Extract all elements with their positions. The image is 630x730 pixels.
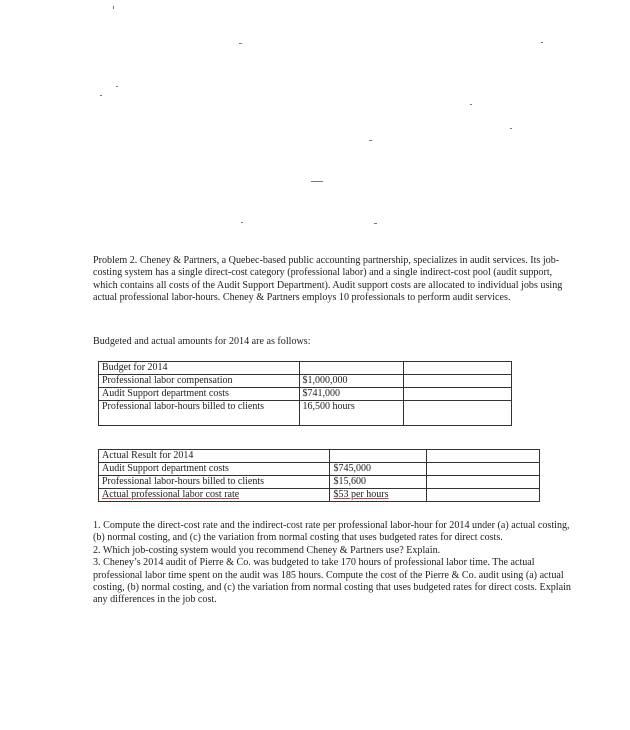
scan-speck xyxy=(113,6,114,9)
scan-speck xyxy=(241,222,243,223)
question-1: 1. Compute the direct-cost rate and the indirect-cost rate per professional labor-hour for 2014 under (a) actual costing, (b) normal costing, and (c) the variation from normal costing that uses budgeted rates for direct costs. xyxy=(93,520,570,544)
table-cell xyxy=(330,450,427,463)
table-cell xyxy=(404,401,512,426)
row-label: Professional labor-hours billed to clients xyxy=(99,476,330,489)
budget-table xyxy=(98,361,512,426)
table-row xyxy=(99,375,512,388)
row-value: $53 per hours xyxy=(330,489,427,502)
scan-speck xyxy=(100,95,102,96)
row-value: $745,000 xyxy=(330,463,427,476)
table-cell xyxy=(299,362,404,375)
scan-speck xyxy=(374,223,377,224)
table-row xyxy=(99,401,512,426)
table-cell xyxy=(427,450,540,463)
row-label: Actual professional labor cost rate xyxy=(99,489,330,502)
question-3: 3. Cheney’s 2014 audit of Pierre & Co. was budgeted to take 170 hours of professional labor time. The actual professional labor time spent on the audit was 185 hours. Compute the cost of the Pierre & Co. audit using (a) actual costing, (b) normal costing, and (c) the variation from normal costing that uses budgeted rates for direct costs. Explain any differences in the job cost. xyxy=(93,557,571,606)
actual-results-table xyxy=(98,449,540,502)
row-label: Audit Support department costs xyxy=(99,388,300,401)
scan-speck xyxy=(311,181,323,182)
table-cell xyxy=(404,362,512,375)
question-2: 2. Which job-costing system would you recommend Cheney & Partners use? Explain. xyxy=(93,544,441,556)
table-row xyxy=(99,489,540,502)
row-value: 16,500 hours xyxy=(299,401,404,426)
row-label: Professional labor-hours billed to clients xyxy=(99,401,300,426)
table-row xyxy=(99,463,540,476)
table-header-cell: Budget for 2014 xyxy=(99,362,300,375)
table-cell xyxy=(427,489,540,502)
questions-list xyxy=(93,520,573,607)
table-row xyxy=(99,450,540,463)
table-cell xyxy=(404,388,512,401)
table-cell xyxy=(427,463,540,476)
row-value: $741,000 xyxy=(299,388,404,401)
table-row xyxy=(99,476,540,489)
row-label: Audit Support department costs xyxy=(99,463,330,476)
row-value: $15,600 xyxy=(330,476,427,489)
table-row xyxy=(99,388,512,401)
scan-speck xyxy=(239,43,242,44)
scan-speck xyxy=(116,86,118,87)
table-cell xyxy=(427,476,540,489)
scan-speck xyxy=(541,42,543,43)
scan-speck xyxy=(470,104,472,105)
problem-paragraph: Problem 2. Cheney & Partners, a Quebec-based public accounting partnership, specializes in audit services. Its job-costing system has a single direct-cost category (professional labor) and a single indirect-cost pool (audit support, which contains all costs of the Audit Support Department). Audit support costs are allocated to individual jobs using actual professional labor-hours. Cheney & Partners employs 10 professionals to perform audit services. xyxy=(93,255,563,304)
row-label: Professional labor compensation xyxy=(99,375,300,388)
budget-intro-line: Budgeted and actual amounts for 2014 are as follows: xyxy=(93,336,311,347)
table-header-cell: Actual Result for 2014 xyxy=(99,450,330,463)
scan-speck xyxy=(510,128,512,129)
table-cell xyxy=(404,375,512,388)
row-value: $1,000,000 xyxy=(299,375,404,388)
scan-speck xyxy=(369,140,372,141)
table-row xyxy=(99,362,512,375)
